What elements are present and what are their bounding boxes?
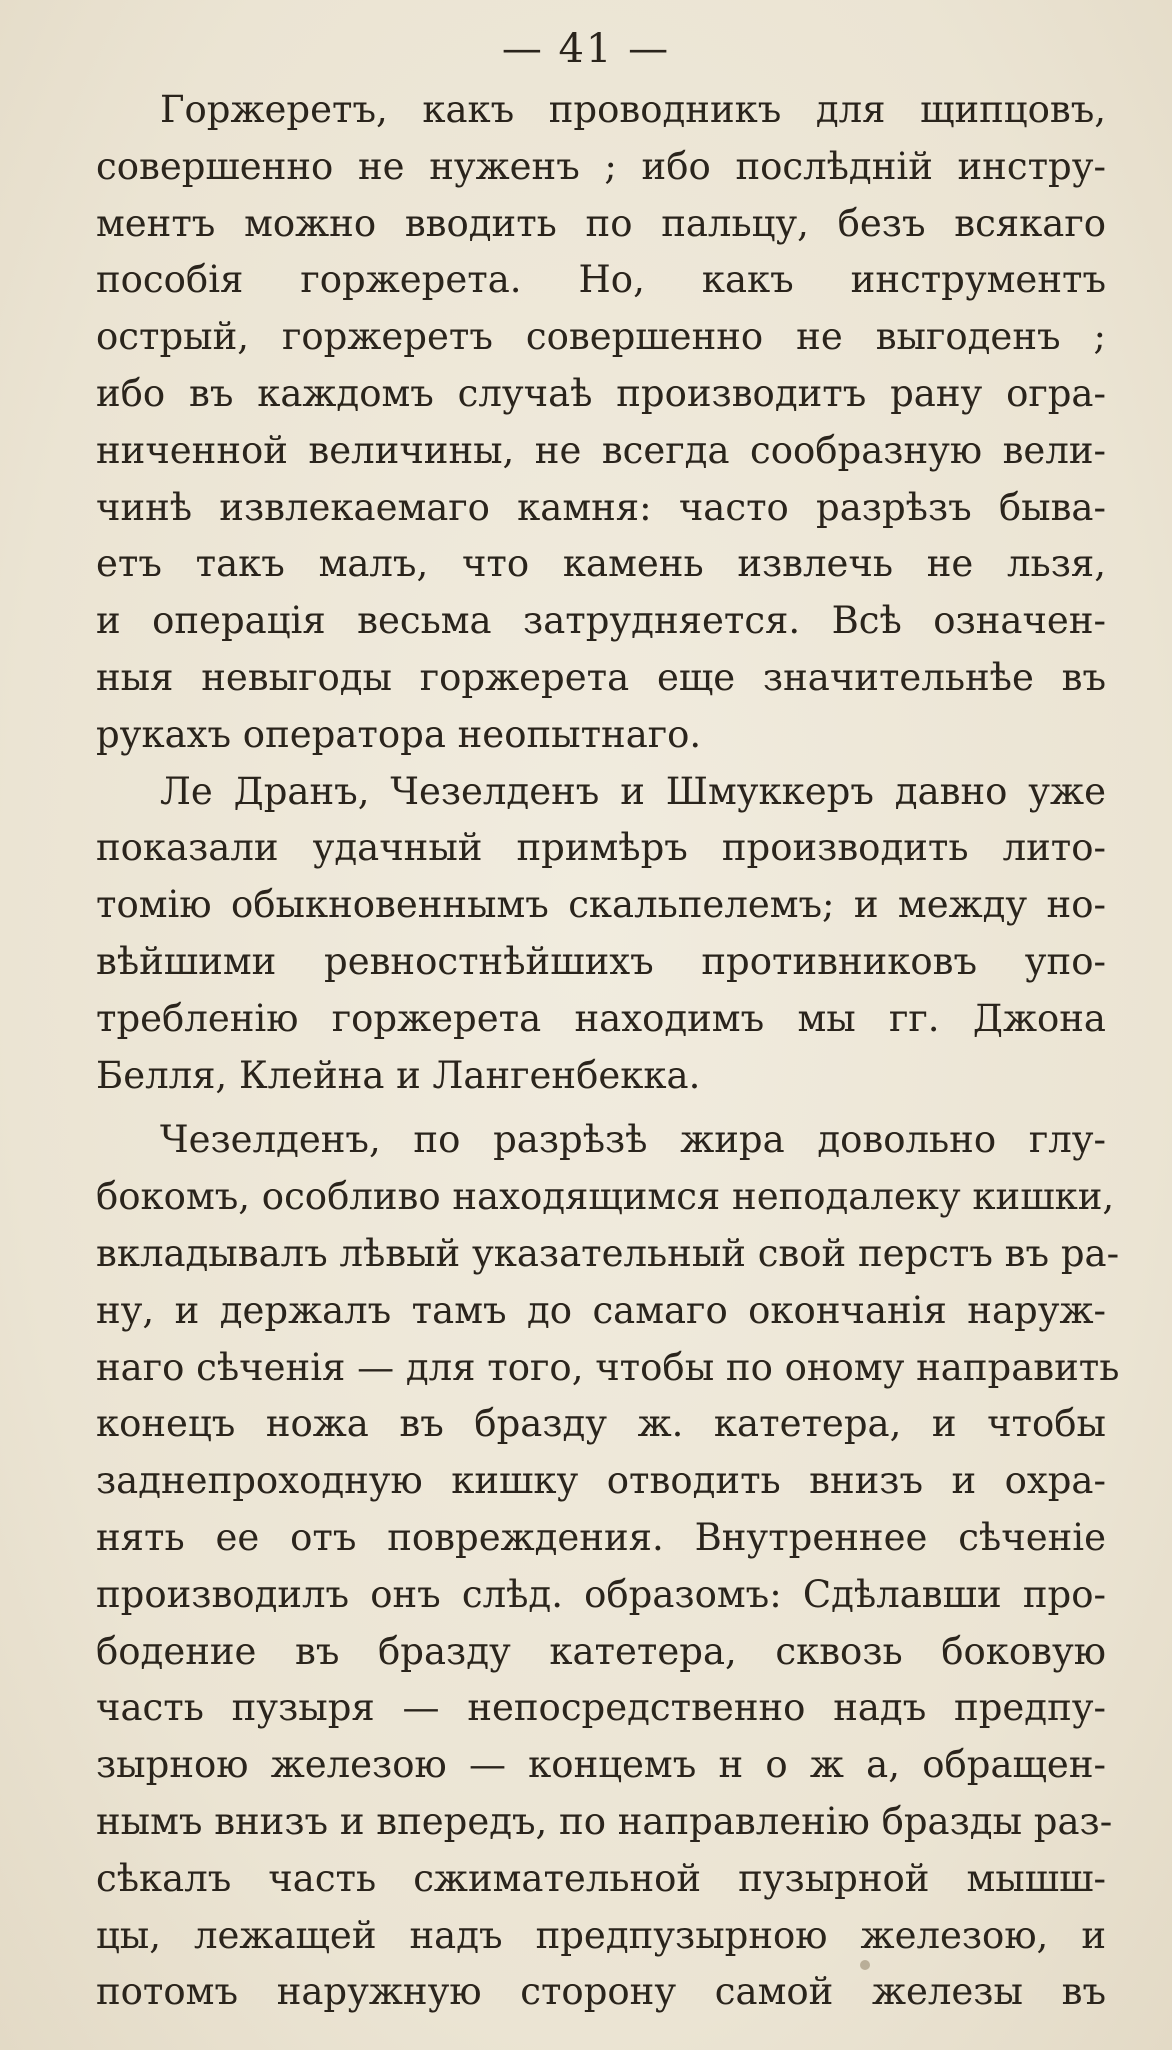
text-line: производилъ онъ слѣд. образомъ: Сдѣлавши про- (96, 1572, 1106, 1616)
text-body (96, 82, 1120, 2021)
text-line: ибо въ каждомъ случаѣ производитъ рану огра- (96, 371, 1106, 415)
text-line: ныя невыгоды горжерета еще значительнѣе въ (96, 655, 1106, 699)
paragraph-gap (96, 1104, 1106, 1112)
text-line: цы, лежащей надъ предпузырною железою, и (96, 1913, 1106, 1957)
text-line: пособія горжерета. Но, какъ инструментъ (96, 258, 1106, 302)
text-line: ну, и держалъ тамъ до самаго окончанія наруж- (96, 1288, 1106, 1332)
text-line: вкладывалъ лѣвый указательный свой перстъ въ ра- (96, 1231, 1120, 1275)
text-line: показали удачный примѣръ производить лито- (96, 826, 1106, 870)
text-line: Горжеретъ, какъ проводникъ для щипцовъ, (160, 88, 1106, 131)
text-line: томію обыкновеннымъ скальпелемъ; и между но- (96, 883, 1106, 927)
text-line: Чезелденъ, по разрѣзѣ жира довольно глу- (160, 1118, 1106, 1162)
paragraph-3 (96, 1112, 1120, 2021)
text-line: етъ такъ малъ, что камень извлечь не льзя, (96, 542, 1106, 586)
text-line: наго сѣченія — для того, чтобы по оному направить (96, 1345, 1120, 1389)
text-line: нять ее отъ повреждения. Внутреннее сѣченіе (96, 1515, 1106, 1559)
text-line: Ле Дранъ, Чезелденъ и Шмуккеръ давно уже (160, 769, 1106, 813)
text-line: бодение въ бразду катетера, сквозь боковую (96, 1629, 1106, 1673)
text-line: нымъ внизъ и впередъ, по направленію бразды раз- (96, 1799, 1113, 1843)
text-line: вѣйшими ревностнѣйшихъ противниковъ упо- (96, 939, 1106, 983)
text-line: чинѣ извлекаемаго камня: часто разрѣзъ быва- (96, 485, 1106, 529)
text-line: требленію горжерета находимъ мы гг. Джона (96, 996, 1106, 1040)
text-line: конецъ ножа въ бразду ж. катетера, и чтобы (96, 1402, 1106, 1446)
paper-speck (860, 1960, 870, 1970)
text-line: ниченной величины, не всегда сообразную вели- (96, 428, 1106, 472)
paragraph-1 (96, 82, 1106, 764)
text-line: совершенно не нуженъ ; ибо послѣдній инстру- (96, 144, 1106, 188)
text-line: зырною железою — концемъ н о ж а, обращен- (96, 1743, 1106, 1787)
paragraph-2 (96, 764, 1106, 1105)
text-line: ментъ можно вводить по пальцу, безъ всякаго (96, 201, 1106, 245)
text-line: острый, горжеретъ совершенно не выгоденъ ; (96, 315, 1106, 359)
text-line: рукахъ оператора неопытнаго. (96, 712, 702, 756)
text-line: и операція весьма затрудняется. Всѣ означен- (96, 599, 1106, 643)
text-line: заднепроходную кишку отводить внизъ и охра- (96, 1459, 1106, 1503)
text-line: Белля, Клейна и Лангенбекка. (96, 1053, 701, 1097)
text-line: часть пузыря — непосредственно надъ предпу- (96, 1686, 1106, 1730)
text-line: сѣкалъ часть сжимательной пузырной мышш- (96, 1856, 1106, 1900)
text-line: потомъ наружную сторону самой железы въ (96, 1970, 1106, 2014)
text-line: бокомъ, особливо находящимся неподалеку кишки, (96, 1175, 1115, 1219)
page-number: — 41 — (501, 26, 671, 72)
